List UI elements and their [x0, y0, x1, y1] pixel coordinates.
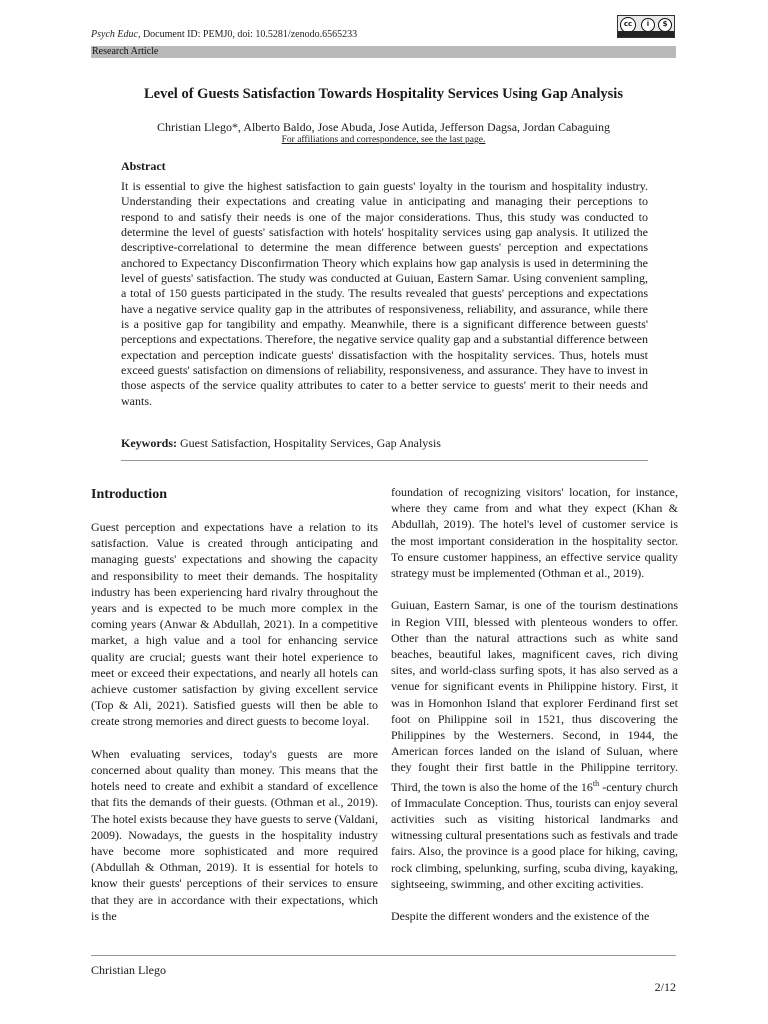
- paragraph: foundation of recognizing visitors' location, for instance, where they came from and what they expect (Khan & Abdullah, 2019). The hotel's level of customer service is the most important consideration in the hospitality sector. To ensure customer happiness, an effective service quality strategy must be implemented (Othman et al., 2019).: [391, 485, 678, 581]
- footer-author: Christian Llego: [91, 963, 166, 977]
- abstract-body: It is essential to give the highest satisfaction to gain guests' loyalty in the tourism and hospitality industry. Understanding their expectations and creating value in anticipating and managing their perceptions to respond to and satisfy their needs is one of the major considerations. Thus, this study was conducted to determine the level of guests' satisfaction with hotels' hospitality services using gap analysis. It utilized the descriptive-correlational to determine the mean difference between guests' perception and expectations anchored to Expectancy Disconfirmation Theory which explains how gap analysis is used in determining the level of guests' satisfaction. The study was conducted at Guiuan, Eastern Samar. Using convenient sampling, a total of 150 guests participated in the study. The results revealed that guests' perceptions and expectations have a negative service quality gap in the attributes of responsiveness, reliability, and assurance, while there is a positive gap for tangibility and empathy. Meanwhile, there is a significant difference between guests' perceptions and expectations. Therefore, the negative service quality gap and a substantial difference between expectation and perception indicate guests' dissatisfaction with the hospitality services. Thus, hotels must exceed guests' satisfaction on dimensions of reliability, responsiveness, and assurance. They have to invest in those aspects of the service quality attributes to cater to a better service to guests' merit to their needs and wants.: [121, 179, 649, 408]
- abstract-heading: Abstract: [121, 159, 166, 173]
- paper-title: Level of Guests Satisfaction Towards Hospitality Services Using Gap Analysis: [144, 86, 623, 102]
- right-column: [391, 484, 678, 941]
- keywords-label: Keywords:: [121, 436, 177, 450]
- keywords-text: Guest Satisfaction, Hospitality Services, Gap Analysis: [177, 436, 441, 450]
- journal-name: Psych Educ: [91, 29, 138, 40]
- noncommercial-icon: $: [658, 18, 672, 32]
- license-bar: [618, 31, 674, 37]
- footer-divider: [91, 955, 676, 956]
- document-info: , Document ID: PEMJ0, doi: 10.5281/zenodo.6565233: [137, 29, 358, 40]
- left-column: [91, 484, 378, 940]
- creative-commons-icon: cc: [620, 17, 636, 33]
- article-type-band: Research Article: [91, 46, 676, 58]
- paragraph-guiuan: [391, 597, 678, 892]
- affiliation-link[interactable]: For affiliations and correspondence, see the last page.: [281, 135, 486, 145]
- keywords: [121, 436, 648, 451]
- page-number: 2/12: [654, 980, 676, 994]
- running-header: [91, 29, 357, 40]
- cc-license-badge[interactable]: [617, 15, 675, 38]
- abstract-divider: [121, 460, 648, 461]
- paragraph: Guest perception and expectations have a relation to its satisfaction. Value is created through anticipating and managing guests' expectations and showing the capacity and responsibility to meet their demands. The hospitality industry has been experiencing hard rivalry throughout the years and is expected to be much more complex in the coming years (Anwar & Abdullah, 2021). In a competitive market, a high value and a tool for enhancing service quality are crucial; guests want their hotel experience to meet or exceed their expectations, and nearly all hotels can achieve customer satisfaction by giving excellent service (Top & Ali, 2021). Satisfied guests will then be able to create strong memories and direct guests to become loyal.: [91, 520, 378, 729]
- attribution-icon: i: [641, 18, 655, 32]
- section-heading-introduction: Introduction: [91, 487, 167, 502]
- paragraph: When evaluating services, today's guests are more concerned about quality than money. This means that the hotels need to create and exhibit a standard of excellence that fits the demands of their guests. (Othman et al., 2019). The hotel exists because they have guests to serve (Valdani, 2009). Nowadays, the guests in the hospitality industry have become more sophisticated and more required (Abdullah & Othman, 2019). It is essential for hotels to know their guests' perceptions of their services to ensure that they are in accordance with their expectations, which is the: [91, 746, 378, 923]
- paragraph: Despite the different wonders and the existence of the: [391, 909, 650, 924]
- author-list: Christian Llego*, Alberto Baldo, Jose Abuda, Jose Autida, Jefferson Dagsa, Jordan Cabaguing: [156, 120, 611, 134]
- paragraph-text: -century church of Immaculate Conception. Thus, tourists can enjoy several activities such as visiting historical landmarks and witnessing cultural presentations such as festivals and trade fairs. Also, the province is a good place for hiking, caving, rock climbing, spelunking, surfing, scuba diving, kayaking, sightseeing, swimming, and other exciting activities.: [391, 779, 678, 891]
- paragraph-text: Guiuan, Eastern Samar, is one of the tourism destinations in Region VIII, blessed with plenteous wonders to offer. Other than the natural attractions such as white sand beaches, beautiful lakes, magnificent caves, rich diving sites, and world-class surfing spots, it has also served as a venue for significant events in Philippine history. First, it was in Homonhon Island that explorer Ferdinand first set foot on Philippine soil in 1521, thus discovering the Philippines by the Westerners. Second, in 1944, the American forces landed on the island of Suluan, where they fought their first battle in the Philippine territory. Third, the town is also the home of the 16: [391, 598, 678, 794]
- superscript: th: [592, 778, 600, 788]
